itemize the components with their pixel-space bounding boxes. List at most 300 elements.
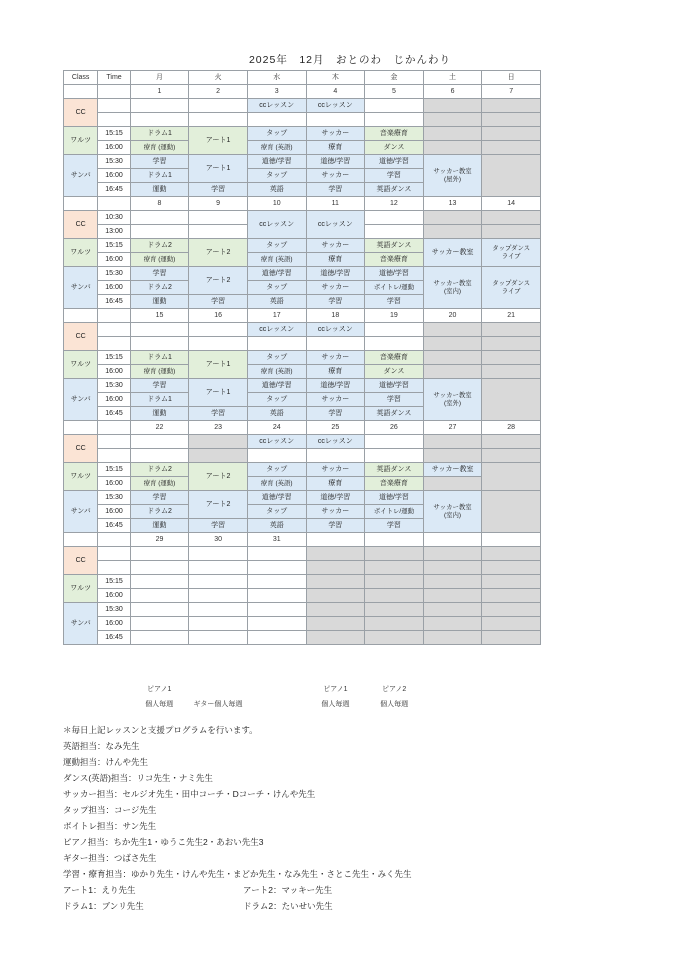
activity-cell: ccレッスン bbox=[306, 99, 365, 113]
activity-cell: ccレッスン bbox=[306, 435, 365, 449]
activity-cell: 療育 (英語) bbox=[247, 253, 306, 267]
note-line: 学習・療育担当：ゆかり先生・けんや先生・まどか先生・なみ先生・さとこ先生・みく先生 bbox=[63, 869, 412, 879]
empty-cell bbox=[306, 575, 365, 589]
activity-cell: 学習 bbox=[365, 519, 424, 533]
empty-cell bbox=[306, 337, 365, 351]
footnote-row bbox=[63, 696, 541, 711]
activity-cell: サッカー bbox=[306, 127, 365, 141]
time-cell: 16:00 bbox=[98, 505, 130, 519]
empty-cell bbox=[365, 603, 424, 617]
empty-cell bbox=[423, 127, 482, 141]
activity-cell: 英語 bbox=[247, 295, 306, 309]
activity-cell: サッカー bbox=[306, 239, 365, 253]
activity-cell: ccレッスン bbox=[306, 323, 365, 337]
time-cell: 15:15 bbox=[98, 351, 130, 365]
daynum-spacer bbox=[64, 197, 98, 211]
table-row bbox=[64, 351, 541, 365]
time-cell: 15:15 bbox=[98, 239, 130, 253]
empty-cell bbox=[189, 617, 248, 631]
activity-cell: ドラム1 bbox=[130, 393, 189, 407]
activity-cell: 療育 bbox=[306, 477, 365, 491]
activity-cell: サッカー bbox=[306, 281, 365, 295]
footnote-cell: ピアノ1 bbox=[323, 685, 348, 693]
header-day: 火 bbox=[189, 71, 248, 85]
table-row bbox=[64, 631, 541, 645]
empty-cell bbox=[482, 491, 541, 533]
activity-cell: タップ bbox=[247, 463, 306, 477]
activity-cell: サッカー教室 bbox=[423, 239, 482, 267]
empty-cell bbox=[423, 631, 482, 645]
class-label-cell: ワルツ bbox=[64, 575, 98, 603]
day-number: 4 bbox=[306, 85, 365, 99]
activity-cell: 療育 (運動) bbox=[130, 141, 189, 155]
week-daynum-row bbox=[64, 309, 541, 323]
time-cell: 15:30 bbox=[98, 267, 130, 281]
activity-cell: 学習 bbox=[365, 169, 424, 183]
day-number: 19 bbox=[365, 309, 424, 323]
activity-cell: ドラム2 bbox=[130, 505, 189, 519]
empty-cell bbox=[365, 547, 424, 561]
time-cell: 15:15 bbox=[98, 127, 130, 141]
day-number: 1 bbox=[130, 85, 189, 99]
empty-cell bbox=[482, 225, 541, 239]
empty-cell bbox=[423, 141, 482, 155]
time-cell: 15:30 bbox=[98, 603, 130, 617]
footnote-cell bbox=[482, 696, 541, 711]
activity-cell: 学習 bbox=[306, 519, 365, 533]
day-number: 20 bbox=[423, 309, 482, 323]
activity-cell: 学習 bbox=[365, 295, 424, 309]
week-daynum-row bbox=[64, 421, 541, 435]
activity-cell: 学習 bbox=[130, 379, 189, 393]
activity-cell: 英語 bbox=[247, 183, 306, 197]
empty-cell bbox=[130, 337, 189, 351]
table-row bbox=[64, 435, 541, 449]
activity-cell: アート1 bbox=[189, 351, 248, 379]
empty-cell bbox=[482, 141, 541, 155]
empty-cell bbox=[482, 155, 541, 197]
day-number: 21 bbox=[482, 309, 541, 323]
class-label-cell: ワルツ bbox=[64, 463, 98, 491]
activity-cell: 学習 bbox=[189, 407, 248, 421]
empty-cell bbox=[482, 323, 541, 337]
daynum-spacer bbox=[98, 309, 130, 323]
day-number bbox=[423, 533, 482, 547]
activity-cell: ccレッスン bbox=[247, 323, 306, 337]
activity-cell: 運動 bbox=[130, 407, 189, 421]
empty-cell bbox=[306, 113, 365, 127]
time-cell: 16:00 bbox=[98, 365, 130, 379]
activity-cell: ダンス bbox=[365, 141, 424, 155]
time-cell: 16:00 bbox=[98, 281, 130, 295]
activity-cell: ドラム2 bbox=[130, 239, 189, 253]
activity-cell: 道徳/学習 bbox=[365, 267, 424, 281]
empty-cell bbox=[247, 589, 306, 603]
empty-cell bbox=[423, 435, 482, 449]
time-cell: 16:00 bbox=[98, 617, 130, 631]
day-number: 14 bbox=[482, 197, 541, 211]
activity-cell: 学習 bbox=[306, 295, 365, 309]
time-cell: 16:45 bbox=[98, 631, 130, 645]
empty-cell bbox=[189, 589, 248, 603]
empty-cell bbox=[130, 603, 189, 617]
class-label-cell: サンバ bbox=[64, 603, 98, 645]
activity-cell: 療育 bbox=[306, 253, 365, 267]
empty-cell bbox=[130, 449, 189, 463]
table-row bbox=[64, 113, 541, 127]
activity-cell: タップ bbox=[247, 239, 306, 253]
time-cell: 16:45 bbox=[98, 519, 130, 533]
table-row bbox=[64, 547, 541, 561]
activity-cell: サッカー教室 (室外) bbox=[423, 379, 482, 421]
time-cell bbox=[98, 99, 130, 113]
table-row bbox=[64, 211, 541, 225]
day-number: 28 bbox=[482, 421, 541, 435]
activity-cell: 療育 bbox=[306, 365, 365, 379]
empty-cell bbox=[247, 337, 306, 351]
day-number: 2 bbox=[189, 85, 248, 99]
empty-cell bbox=[130, 225, 189, 239]
empty-cell bbox=[365, 631, 424, 645]
empty-cell bbox=[365, 323, 424, 337]
table-header-row bbox=[64, 71, 541, 85]
empty-cell bbox=[247, 547, 306, 561]
table-row bbox=[64, 617, 541, 631]
day-number: 22 bbox=[130, 421, 189, 435]
empty-cell bbox=[247, 631, 306, 645]
table-row bbox=[64, 323, 541, 337]
daynum-spacer bbox=[98, 85, 130, 99]
empty-cell bbox=[130, 547, 189, 561]
day-number: 31 bbox=[247, 533, 306, 547]
activity-cell: 英語ダンス bbox=[365, 463, 424, 477]
activity-cell: ボイトレ/運動 bbox=[365, 281, 424, 295]
activity-cell: ccレッスン bbox=[247, 211, 306, 239]
activity-cell: アート1 bbox=[189, 379, 248, 407]
activity-cell: 学習 bbox=[306, 407, 365, 421]
empty-cell bbox=[189, 575, 248, 589]
class-label-cell: ワルツ bbox=[64, 351, 98, 379]
empty-cell bbox=[130, 631, 189, 645]
table-row bbox=[64, 365, 541, 379]
table-row bbox=[64, 239, 541, 253]
empty-cell bbox=[365, 113, 424, 127]
day-number: 15 bbox=[130, 309, 189, 323]
empty-cell bbox=[189, 211, 248, 225]
day-number: 7 bbox=[482, 85, 541, 99]
week-daynum-row bbox=[64, 533, 541, 547]
empty-cell bbox=[423, 575, 482, 589]
day-number: 29 bbox=[130, 533, 189, 547]
empty-cell bbox=[365, 561, 424, 575]
activity-cell: 道徳/学習 bbox=[247, 267, 306, 281]
empty-cell bbox=[306, 547, 365, 561]
class-label-cell: CC bbox=[64, 435, 98, 463]
day-number: 17 bbox=[247, 309, 306, 323]
footnote-spacer bbox=[97, 696, 129, 711]
activity-cell: 道徳/学習 bbox=[306, 379, 365, 393]
empty-cell bbox=[306, 449, 365, 463]
activity-cell: タップ bbox=[247, 169, 306, 183]
footnote-block bbox=[63, 681, 533, 711]
empty-cell bbox=[365, 575, 424, 589]
class-label-cell: サンバ bbox=[64, 155, 98, 197]
note-left: ドラム1：ブンリ先生 bbox=[63, 901, 144, 911]
empty-cell bbox=[365, 99, 424, 113]
week-daynum-row bbox=[64, 197, 541, 211]
day-number: 11 bbox=[306, 197, 365, 211]
empty-cell bbox=[482, 561, 541, 575]
activity-cell: サッカー bbox=[306, 169, 365, 183]
empty-cell bbox=[130, 113, 189, 127]
footnote-cell: ピアノ2 bbox=[381, 685, 407, 693]
empty-cell bbox=[482, 631, 541, 645]
note-line: ダンス(英語)担当：リコ先生・ナミ先生 bbox=[63, 773, 213, 783]
activity-cell: 道徳/学習 bbox=[365, 155, 424, 169]
time-cell: 15:30 bbox=[98, 491, 130, 505]
time-cell bbox=[98, 547, 130, 561]
empty-cell bbox=[130, 561, 189, 575]
activity-cell: 療育 (英語) bbox=[247, 477, 306, 491]
day-number: 23 bbox=[189, 421, 248, 435]
empty-cell bbox=[247, 561, 306, 575]
activity-cell: タップダンス ライブ bbox=[482, 239, 541, 267]
class-label-cell: ワルツ bbox=[64, 239, 98, 267]
empty-cell bbox=[130, 211, 189, 225]
activity-cell: 音楽療育 bbox=[365, 477, 424, 491]
time-cell: 16:00 bbox=[98, 393, 130, 407]
activity-cell: ccレッスン bbox=[306, 211, 365, 239]
time-cell: 15:15 bbox=[98, 463, 130, 477]
table-row bbox=[64, 603, 541, 617]
footnote-cell: 個人毎週 bbox=[145, 700, 174, 708]
empty-cell bbox=[189, 603, 248, 617]
activity-cell: 学習 bbox=[306, 183, 365, 197]
activity-cell: 英語ダンス bbox=[365, 239, 424, 253]
day-number: 3 bbox=[247, 85, 306, 99]
note-line-pair bbox=[63, 898, 623, 914]
time-cell: 16:00 bbox=[98, 169, 130, 183]
day-number bbox=[306, 533, 365, 547]
empty-cell bbox=[482, 351, 541, 365]
class-label-cell: サンバ bbox=[64, 267, 98, 309]
page-title: 2025年 12月 おとのわ じかんわり bbox=[248, 54, 452, 66]
activity-cell: 療育 (英語) bbox=[247, 141, 306, 155]
daynum-spacer bbox=[98, 533, 130, 547]
table-row bbox=[64, 589, 541, 603]
activity-cell: 音楽療育 bbox=[365, 351, 424, 365]
empty-cell bbox=[130, 575, 189, 589]
time-cell: 15:30 bbox=[98, 379, 130, 393]
footnote-cell bbox=[247, 696, 306, 711]
schedule-table bbox=[63, 70, 541, 645]
empty-cell bbox=[365, 211, 424, 225]
time-cell: 16:45 bbox=[98, 407, 130, 421]
footnote-cell bbox=[189, 681, 248, 696]
empty-cell bbox=[130, 435, 189, 449]
footnote-cell: 個人毎週 bbox=[321, 700, 350, 708]
empty-cell bbox=[482, 617, 541, 631]
activity-cell: タップ bbox=[247, 351, 306, 365]
activity-cell: タップ bbox=[247, 505, 306, 519]
class-label-cell: ワルツ bbox=[64, 127, 98, 155]
footnote-cell: 個人毎週 bbox=[380, 700, 409, 708]
daynum-spacer bbox=[64, 85, 98, 99]
note-line: 英語担当：なみ先生 bbox=[63, 741, 140, 751]
activity-cell: タップ bbox=[247, 127, 306, 141]
note-line: サッカー担当：セルジオ先生・田中コーチ・Dコーチ・けんや先生 bbox=[63, 789, 316, 799]
time-cell: 16:00 bbox=[98, 253, 130, 267]
activity-cell: 療育 (運動) bbox=[130, 365, 189, 379]
empty-cell bbox=[423, 449, 482, 463]
day-number: 10 bbox=[247, 197, 306, 211]
activity-cell: サッカー bbox=[306, 351, 365, 365]
empty-cell bbox=[247, 113, 306, 127]
activity-cell: 学習 bbox=[130, 267, 189, 281]
activity-cell: アート2 bbox=[189, 491, 248, 519]
day-number: 6 bbox=[423, 85, 482, 99]
time-cell bbox=[98, 337, 130, 351]
activity-cell: アート2 bbox=[189, 267, 248, 295]
day-number: 9 bbox=[189, 197, 248, 211]
time-cell bbox=[98, 113, 130, 127]
empty-cell bbox=[306, 589, 365, 603]
empty-cell bbox=[189, 435, 248, 449]
note-left: アート1：えり先生 bbox=[63, 885, 136, 895]
note-line: ギター担当：つばさ先生 bbox=[63, 853, 157, 863]
table-row bbox=[64, 477, 541, 491]
empty-cell bbox=[423, 211, 482, 225]
empty-cell bbox=[189, 449, 248, 463]
notes-intro: ＊毎日上記レッスンと支援プログラムを行います。 bbox=[63, 725, 258, 735]
activity-cell: 学習 bbox=[130, 155, 189, 169]
header-day: 水 bbox=[247, 71, 306, 85]
empty-cell bbox=[423, 351, 482, 365]
class-label-cell: CC bbox=[64, 547, 98, 575]
activity-cell: 道徳/学習 bbox=[365, 491, 424, 505]
time-cell: 16:00 bbox=[98, 477, 130, 491]
week-daynum-row bbox=[64, 85, 541, 99]
daynum-spacer bbox=[64, 533, 98, 547]
empty-cell bbox=[189, 337, 248, 351]
activity-cell: サッカー教室 (屋外) bbox=[423, 155, 482, 197]
empty-cell bbox=[482, 547, 541, 561]
day-number: 30 bbox=[189, 533, 248, 547]
activity-cell: サッカー教室 bbox=[423, 463, 482, 477]
activity-cell: ボイトレ/運動 bbox=[365, 505, 424, 519]
activity-cell: 学習 bbox=[189, 519, 248, 533]
activity-cell: アート1 bbox=[189, 155, 248, 183]
empty-cell bbox=[365, 225, 424, 239]
activity-cell: 英語ダンス bbox=[365, 407, 424, 421]
empty-cell bbox=[423, 323, 482, 337]
activity-cell: ドラム1 bbox=[130, 127, 189, 141]
empty-cell bbox=[189, 225, 248, 239]
empty-cell bbox=[306, 603, 365, 617]
empty-cell bbox=[482, 127, 541, 141]
day-number: 8 bbox=[130, 197, 189, 211]
footnote-cell: ピアノ1 bbox=[147, 685, 172, 693]
time-cell bbox=[98, 323, 130, 337]
day-number: 16 bbox=[189, 309, 248, 323]
note-line: ピアノ担当：ちか先生1・ゆうこ先生2・あおい先生3 bbox=[63, 837, 264, 847]
empty-cell bbox=[247, 617, 306, 631]
activity-cell: 療育 bbox=[306, 141, 365, 155]
empty-cell bbox=[482, 113, 541, 127]
empty-cell bbox=[423, 547, 482, 561]
activity-cell: タップ bbox=[247, 281, 306, 295]
class-label-cell: CC bbox=[64, 211, 98, 239]
time-cell: 16:45 bbox=[98, 295, 130, 309]
activity-cell: 道徳/学習 bbox=[306, 155, 365, 169]
time-cell bbox=[98, 561, 130, 575]
empty-cell bbox=[482, 379, 541, 421]
activity-cell: サッカー教室 (室内) bbox=[423, 267, 482, 309]
header-time: Time bbox=[98, 71, 130, 85]
activity-cell: 道徳/学習 bbox=[247, 379, 306, 393]
time-cell: 16:00 bbox=[98, 141, 130, 155]
empty-cell bbox=[189, 323, 248, 337]
activity-cell: アート1 bbox=[189, 127, 248, 155]
class-label-cell: サンバ bbox=[64, 491, 98, 533]
empty-cell bbox=[423, 477, 482, 491]
empty-cell bbox=[130, 99, 189, 113]
class-label-cell: CC bbox=[64, 99, 98, 127]
activity-cell: ドラム1 bbox=[130, 351, 189, 365]
empty-cell bbox=[189, 631, 248, 645]
footnote-spacer bbox=[63, 681, 97, 696]
footnote-cell bbox=[482, 681, 541, 696]
activity-cell: サッカー bbox=[306, 393, 365, 407]
empty-cell bbox=[365, 337, 424, 351]
activity-cell: 音楽療育 bbox=[365, 127, 424, 141]
empty-cell bbox=[423, 225, 482, 239]
table-row bbox=[64, 99, 541, 113]
empty-cell bbox=[247, 575, 306, 589]
empty-cell bbox=[482, 435, 541, 449]
empty-cell bbox=[306, 631, 365, 645]
activity-cell: 学習 bbox=[365, 393, 424, 407]
daynum-spacer bbox=[64, 421, 98, 435]
activity-cell: 運動 bbox=[130, 519, 189, 533]
note-line: 運動担当：けんや先生 bbox=[63, 757, 149, 767]
activity-cell: タップダンス ライブ bbox=[482, 267, 541, 309]
table-row bbox=[64, 575, 541, 589]
class-label-cell: サンバ bbox=[64, 379, 98, 421]
empty-cell bbox=[130, 323, 189, 337]
table-row bbox=[64, 155, 541, 169]
notes-block bbox=[63, 722, 623, 914]
empty-cell bbox=[482, 337, 541, 351]
header-day: 金 bbox=[365, 71, 424, 85]
header-day: 月 bbox=[130, 71, 189, 85]
activity-cell: 療育 (運動) bbox=[130, 253, 189, 267]
activity-cell: 道徳/学習 bbox=[365, 379, 424, 393]
empty-cell bbox=[482, 589, 541, 603]
activity-cell: サッカー bbox=[306, 505, 365, 519]
table-row bbox=[64, 463, 541, 477]
day-number: 27 bbox=[423, 421, 482, 435]
empty-cell bbox=[482, 449, 541, 463]
activity-cell: 道徳/学習 bbox=[306, 267, 365, 281]
activity-cell: 道徳/学習 bbox=[247, 155, 306, 169]
table-row bbox=[64, 449, 541, 463]
activity-cell: 道徳/学習 bbox=[247, 491, 306, 505]
note-right: ドラム2：たいせい先生 bbox=[243, 901, 333, 911]
activity-cell: 療育 (英語) bbox=[247, 365, 306, 379]
header-day: 日 bbox=[482, 71, 541, 85]
footnote-spacer bbox=[97, 681, 129, 696]
